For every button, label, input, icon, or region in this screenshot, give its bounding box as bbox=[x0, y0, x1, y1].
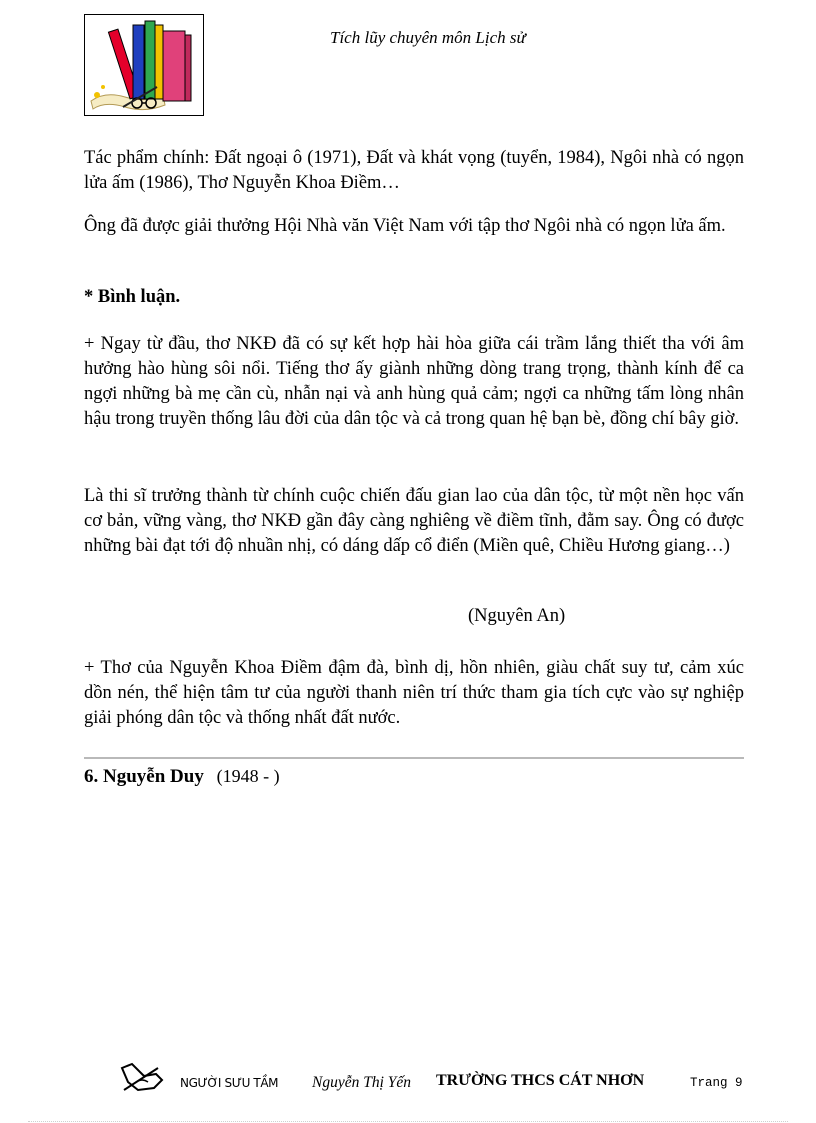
school-name: TRƯỜNG THCS CÁT NHƠN bbox=[436, 1072, 645, 1089]
page-footer bbox=[0, 1060, 816, 1100]
paragraph-commentary-2: Là thi sĩ trưởng thành từ chính cuộc chiến đấu gian lao của dân tộc, từ một nền học vấn cơ bản, vững vàng, thơ NKĐ gần đây càng nghiêng về điềm tĩnh, đằm say. Ông có được những bài đạt tới độ nhuần nhị, có dáng dấp cổ điển (Miền quê, Chiều Hương giang…) bbox=[84, 486, 744, 556]
books-icon bbox=[85, 15, 203, 115]
citation: (Nguyên An) bbox=[468, 606, 566, 626]
books-logo bbox=[84, 14, 204, 116]
section-divider bbox=[84, 757, 744, 759]
paragraph-commentary-3: + Thơ của Nguyễn Khoa Điềm đậm đà, bình dị, hồn nhiên, giàu chất suy tư, cảm xúc dồn nén, thể hiện tâm tư của người thanh niên trí thức tham gia tích cực vào sự nghiệp giải phóng dân tộc và thống nhất đất nước. bbox=[84, 658, 744, 728]
collector-name: Nguyễn Thị Yến bbox=[312, 1074, 412, 1091]
paragraph-commentary-1: + Ngay từ đầu, thơ NKĐ đã có sự kết hợp hài hòa giữa cái trầm lắng thiết tha với âm hưởng hào hùng sôi nổi. Tiếng thơ ấy giành những dòng trang trọng, thành kính để ca ngợi những bà mẹ cần cù, nhẫn nại và anh hùng quả cảm; ngợi ca những tấm lòng nhân hậu trong truyền thống lâu đời của dân tộc và cả trong quan hệ bạn bè, đồng chí bây giờ. bbox=[84, 334, 744, 429]
collector-label: NGƯỜI SƯU TẦM bbox=[180, 1076, 279, 1090]
paragraph-works: Tác phẩm chính: Đất ngoại ô (1971), Đất và khát vọng (tuyển, 1984), Ngôi nhà có ngọn lửa ấm (1986), Thơ Nguyễn Khoa Điềm… bbox=[84, 148, 744, 193]
section-title: 6. Nguyễn Duy bbox=[84, 766, 204, 787]
header-title: Tích lũy chuyên môn Lịch sử bbox=[330, 28, 526, 47]
section-years: (1948 - ) bbox=[216, 766, 280, 786]
page-bottom-border bbox=[28, 1121, 788, 1122]
commentary-heading: * Bình luận. bbox=[84, 287, 181, 307]
page-number: Trang 9 bbox=[690, 1076, 743, 1090]
paragraph-award: Ông đã được giải thưởng Hội Nhà văn Việt Nam với tập thơ Ngôi nhà có ngọn lửa ấm. bbox=[84, 216, 726, 236]
writing-hand-icon bbox=[118, 1060, 166, 1096]
section-heading bbox=[84, 766, 280, 788]
